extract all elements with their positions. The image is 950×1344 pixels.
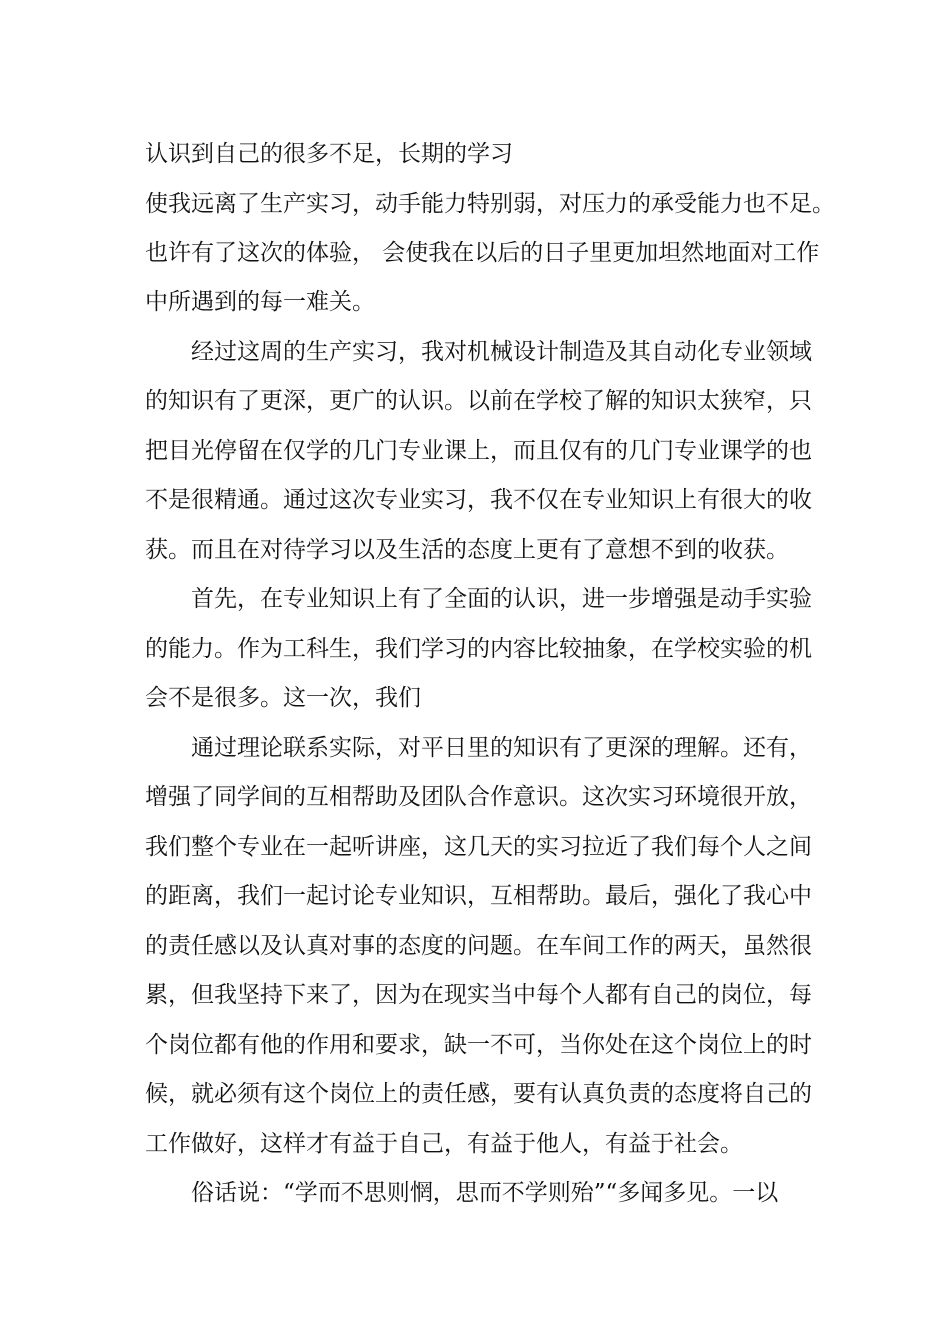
text-line: 的能力。作为工科生，我们学习的内容比较抽象，在学校实验的机 xyxy=(145,636,812,662)
text-line: 获。而且在对待学习以及生活的态度上更有了意想不到的收获。 xyxy=(145,537,789,563)
paragraph-first-line: 首先，在专业知识上有了全面的认识，进一步增强是动手实验 xyxy=(191,586,812,612)
text-line: 候，就必须有这个岗位上的责任感，要有认真负责的态度将自己的 xyxy=(145,1081,812,1107)
text-line: 认识到自己的很多不足，长期的学习 xyxy=(145,141,513,167)
paragraph-first-line: 通过理论联系实际，对平日里的知识有了更深的理解。还有， xyxy=(191,735,812,761)
text-line: 会不是很多。这一次，我们 xyxy=(145,685,421,711)
text-line: 把目光停留在仅学的几门专业课上，而且仅有的几门专业课学的也 xyxy=(145,438,812,464)
text-line: 个岗位都有他的作用和要求，缺一不可，当你处在这个岗位上的时 xyxy=(145,1032,812,1058)
text-line: 中所遇到的每一难关。 xyxy=(145,289,375,315)
text-line: 增强了同学间的互相帮助及团队合作意识。这次实习环境很开放， xyxy=(145,784,812,810)
paragraph-first-line: 俗话说：“学而不思则惘，思而不学则殆”“多闻多见。一以 xyxy=(191,1180,779,1206)
text-line: 工作做好，这样才有益于自己，有益于他人，有益于社会。 xyxy=(145,1131,743,1157)
text-line: 我们整个专业在一起听讲座，这几天的实习拉近了我们每个人之间 xyxy=(145,834,812,860)
text-line: 的责任感以及认真对事的态度的问题。在车间工作的两天，虽然很 xyxy=(145,933,812,959)
text-line: 的距离，我们一起讨论专业知识，互相帮助。最后，强化了我心中 xyxy=(145,883,812,909)
text-line: 也许有了这次的体验， 会使我在以后的日子里更加坦然地面对工作 xyxy=(145,240,820,266)
text-line: 累，但我坚持下来了，因为在现实当中每个人都有自己的岗位，每 xyxy=(145,982,812,1008)
paragraph-first-line: 经过这周的生产实习，我对机械设计制造及其自动化专业领域 xyxy=(191,339,812,365)
text-line: 使我远离了生产实习，动手能力特别弱，对压力的承受能力也不足。 xyxy=(145,191,835,217)
text-line: 的知识有了更深，更广的认识。以前在学校了解的知识太狭窄，只 xyxy=(145,388,812,414)
text-line: 不是很精通。通过这次专业实习，我不仅在专业知识上有很大的收 xyxy=(145,487,812,513)
